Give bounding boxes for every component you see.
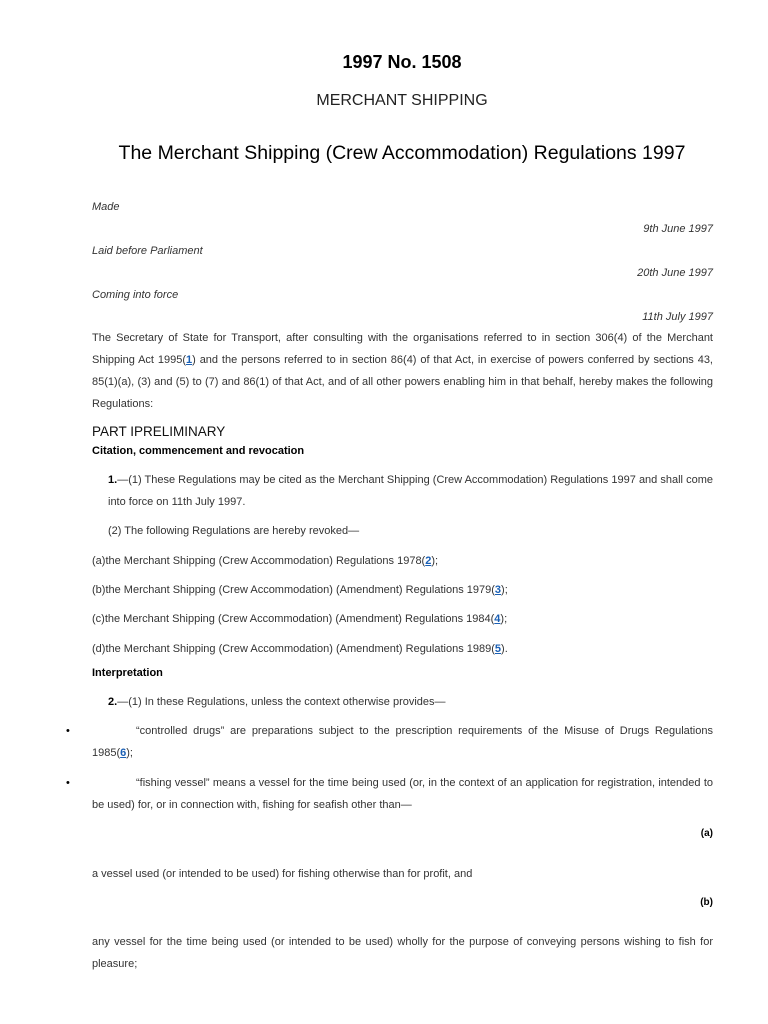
section-heading-citation: Citation, commencement and revocation bbox=[92, 445, 305, 457]
revoked-item-text: (b)the Merchant Shipping (Crew Accommodation) (Amendment) Regulations 1979( bbox=[92, 584, 495, 596]
revoked-item-text: (c)the Merchant Shipping (Crew Accommodation) (Amendment) Regulations 1984( bbox=[92, 613, 495, 625]
force-date: 11th July 1997 bbox=[642, 311, 713, 323]
regulations-title: The Merchant Shipping (Crew Accommodation) Regulations 1997 bbox=[118, 142, 686, 164]
footnote-link-3[interactable]: 3 bbox=[494, 584, 502, 596]
regulation-1-para-2: (2) The following Regulations are hereby revoked— bbox=[108, 525, 360, 537]
regulation-1-text: —(1) These Regulations may be cited as the Merchant Shipping (Crew Accommodation) Regulations 1997 and shall come into force on 11th July 1997. bbox=[108, 474, 713, 508]
laid-label: Laid before Parliament bbox=[92, 245, 203, 257]
definition-end: ); bbox=[126, 747, 133, 759]
fishing-vessel-item-a: a vessel used (or intended to be used) for fishing otherwise than for profit, and bbox=[92, 868, 473, 880]
preamble-text-2: ) and the persons referred to in section 86(4) of that Act, in exercise of powers conferred by sections 43, 85(1)(a), (3) and (5) to (7) and 86(1) of that Act, and of all other powers enabling him in that behalf, hereby makes the following Regulations: bbox=[92, 354, 713, 410]
part-heading: PART IPRELIMINARY bbox=[92, 424, 226, 439]
regulation-2-para-1 bbox=[92, 696, 729, 708]
revoked-item-text: (a)the Merchant Shipping (Crew Accommodation) Regulations 1978( bbox=[92, 555, 426, 567]
item-label-a: (a) bbox=[700, 828, 713, 839]
footnote-link-5[interactable]: 5 bbox=[494, 643, 502, 655]
footnote-link-4[interactable]: 4 bbox=[494, 613, 501, 625]
regulation-1-para-1 bbox=[92, 469, 713, 513]
revoked-item-end: ); bbox=[500, 613, 508, 625]
definition-text: “controlled drugs” are preparations subject to the prescription requirements of the Misuse of Drugs Regulations 1985( bbox=[92, 725, 713, 759]
subject-heading: MERCHANT SHIPPING bbox=[316, 92, 488, 109]
laid-date: 20th June 1997 bbox=[637, 267, 713, 279]
item-label-b: (b) bbox=[700, 897, 713, 908]
regulation-number-1: 1. bbox=[108, 474, 118, 486]
preamble bbox=[92, 327, 713, 415]
regulation-number-2: 2. bbox=[108, 696, 118, 708]
revoked-item-end: ); bbox=[431, 555, 439, 567]
footnote-link-6[interactable]: 6 bbox=[120, 747, 127, 759]
revoked-item-end: ). bbox=[501, 643, 508, 655]
footnote-link-1[interactable]: 1 bbox=[186, 354, 193, 366]
section-heading-interpretation: Interpretation bbox=[92, 667, 163, 679]
revoked-item-b bbox=[92, 584, 713, 596]
revoked-item-text: (d)the Merchant Shipping (Crew Accommodation) (Amendment) Regulations 1989( bbox=[92, 643, 495, 655]
preamble-text-1: The Secretary of State for Transport, after consulting with the organisations referred to in section 306(4) of the Merchant Shipping Act 1995( bbox=[92, 332, 713, 366]
fishing-vessel-item-b: any vessel for the time being used (or intended to be used) wholly for the purpose of conveying persons wishing to fish for pleasure; bbox=[92, 936, 713, 970]
instrument-number: 1997 No. 1508 bbox=[342, 52, 462, 72]
made-date: 9th June 1997 bbox=[643, 223, 713, 235]
bullet-icon: • bbox=[66, 725, 70, 737]
footnote-link-2[interactable]: 2 bbox=[425, 555, 432, 567]
bullet-icon: • bbox=[66, 777, 70, 789]
revoked-item-c bbox=[92, 613, 713, 625]
definition-fishing-vessel: “fishing vessel” means a vessel for the time being used (or, in the context of an application for registration, intended to be used) for, or in connection with, fishing for seafish other than— bbox=[92, 777, 713, 811]
made-label: Made bbox=[92, 201, 120, 213]
force-label: Coming into force bbox=[92, 289, 179, 301]
revoked-item-end: ); bbox=[501, 584, 508, 596]
definition-controlled-drugs bbox=[92, 720, 713, 764]
regulation-2-text: —(1) In these Regulations, unless the context otherwise provides— bbox=[117, 696, 446, 708]
revoked-item-a bbox=[92, 555, 713, 567]
revoked-item-d bbox=[92, 643, 713, 655]
